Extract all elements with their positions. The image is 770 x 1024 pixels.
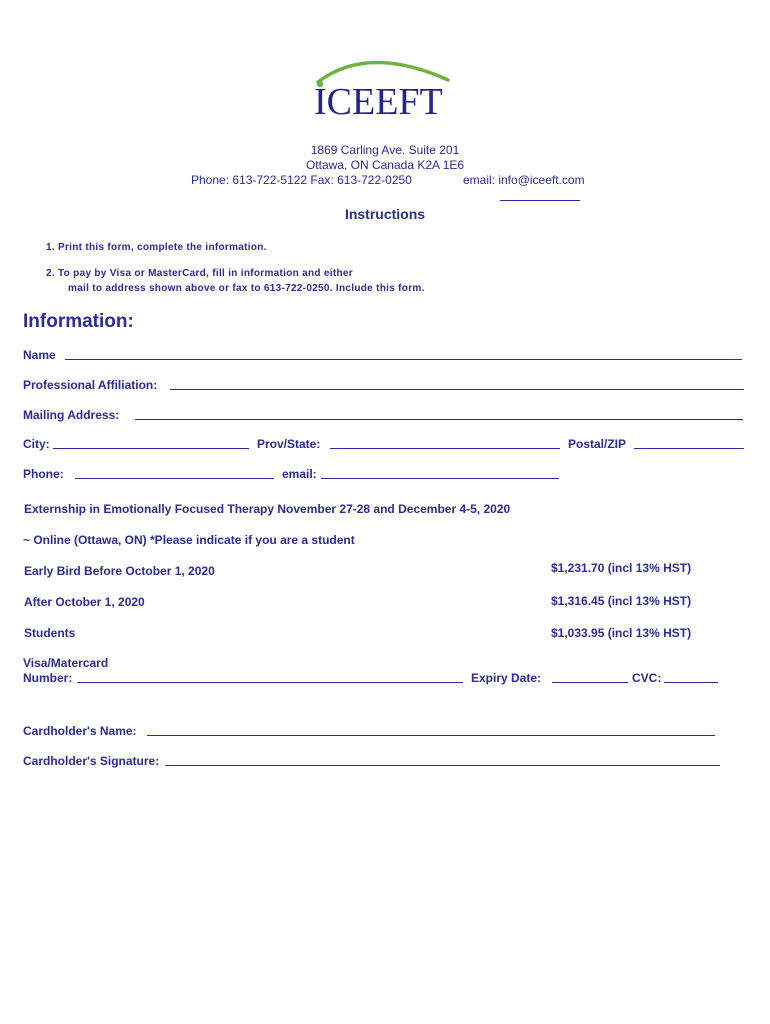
email-field[interactable] <box>321 478 559 479</box>
price-label-early-bird: Early Bird Before October 1, 2020 <box>24 564 215 578</box>
cardholder-name-field[interactable] <box>147 735 715 736</box>
information-heading: Information: <box>23 311 134 332</box>
name-field[interactable] <box>65 359 742 360</box>
affiliation-label: Professional Affiliation: <box>23 378 158 392</box>
instruction-item-2-line-1: 2. To pay by Visa or MasterCard, fill in information and either <box>46 268 353 279</box>
address-line-1: 1869 Carling Ave. Suite 201 <box>310 143 460 157</box>
cardholder-signature-field[interactable] <box>165 765 720 766</box>
card-label-line-1: Visa/Matercard <box>23 656 109 670</box>
event-title: Externship in Emotionally Focused Therapy November 27-28 and December 4-5, 2020 <box>24 502 511 516</box>
price-early-bird: $1,231.70 (incl 13% HST) <box>551 561 692 575</box>
card-number-field[interactable] <box>77 682 463 683</box>
prov-state-label: Prov/State: <box>257 437 321 451</box>
iceeft-logo <box>308 50 468 122</box>
city-field[interactable] <box>53 448 249 449</box>
expiry-field[interactable] <box>552 682 628 683</box>
price-label-after: After October 1, 2020 <box>24 595 145 609</box>
price-students: $1,033.95 (incl 13% HST) <box>551 626 692 640</box>
mailing-address-field[interactable] <box>135 419 743 420</box>
expiry-label: Expiry Date: <box>471 671 542 685</box>
city-label: City: <box>23 437 50 451</box>
contact-email: email: info@iceeft.com <box>463 173 585 187</box>
event-location: ~ Online (Ottawa, ON) *Please indicate if you are a student <box>23 533 355 547</box>
postal-zip-label: Postal/ZIP <box>568 437 627 451</box>
card-label-line-2: Number: <box>23 671 73 685</box>
email-underline <box>500 200 580 201</box>
postal-zip-field[interactable] <box>634 448 744 449</box>
name-label: Name <box>23 348 56 362</box>
phone-fax: Phone: 613-722-5122 Fax: 613-722-0250 <box>191 173 412 187</box>
cvc-field[interactable] <box>664 682 718 683</box>
instruction-item-1: 1. Print this form, complete the information. <box>46 242 267 253</box>
cvc-label: CVC: <box>632 671 662 685</box>
cardholder-signature-label: Cardholder's Signature: <box>23 754 160 768</box>
prov-state-field[interactable] <box>330 448 560 449</box>
address-line-2: Ottawa, ON Canada K2A 1E6 <box>305 158 465 172</box>
logo-text: ICEEFT <box>314 81 443 123</box>
instructions-title: Instructions <box>344 206 426 222</box>
affiliation-field[interactable] <box>170 389 744 390</box>
phone-label: Phone: <box>23 467 64 481</box>
email-label: email: <box>282 467 317 481</box>
cardholder-name-label: Cardholder's Name: <box>23 724 137 738</box>
instruction-item-2-line-2: mail to address shown above or fax to 613-722-0250. Include this form. <box>68 283 425 294</box>
price-after: $1,316.45 (incl 13% HST) <box>551 594 692 608</box>
mailing-address-label: Mailing Address: <box>23 408 120 422</box>
phone-field[interactable] <box>75 478 274 479</box>
price-label-students: Students <box>24 626 76 640</box>
